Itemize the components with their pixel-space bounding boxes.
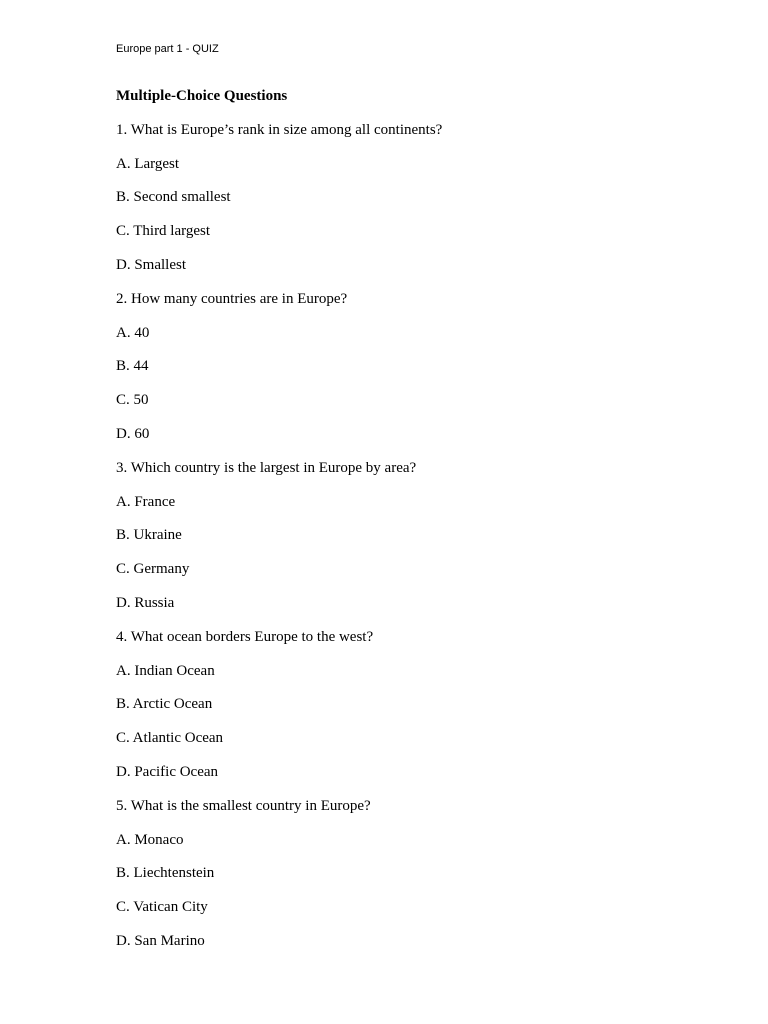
question-1-option-c: C. Third largest [116,223,211,240]
question-3-option-d: D. Russia [116,594,175,611]
question-2-option-b: B. 44 [116,358,149,375]
quiz-content [116,86,442,965]
section-title: Multiple-Choice Questions [116,88,288,104]
question-5-option-a: A. Monaco [116,831,184,848]
question-1: 1. What is Europe’s rank in size among all continents? [116,121,443,138]
question-1-option-a: A. Largest [116,155,180,172]
question-4-option-d: D. Pacific Ocean [116,763,219,780]
question-5-option-c: C. Vatican City [116,899,208,916]
question-4: 4. What ocean borders Europe to the west? [116,628,374,645]
question-3: 3. Which country is the largest in Europe by area? [116,459,417,476]
question-1-option-d: D. Smallest [116,256,186,273]
question-2-option-a: A. 40 [116,324,150,341]
question-2-option-d: D. 60 [116,425,150,442]
question-5-option-d: D. San Marino [116,932,205,949]
question-4-option-b: B. Arctic Ocean [116,696,213,713]
question-2: 2. How many countries are in Europe? [116,290,348,307]
question-4-option-a: A. Indian Ocean [116,662,215,679]
question-1-option-b: B. Second smallest [116,189,231,206]
page-header: Europe part 1 - QUIZ [116,43,219,55]
question-3-option-b: B. Ukraine [116,527,182,544]
question-5: 5. What is the smallest country in Europe? [116,797,371,814]
question-2-option-c: C. 50 [116,392,149,409]
question-3-option-c: C. Germany [116,561,190,578]
question-5-option-b: B. Liechtenstein [116,865,215,882]
question-4-option-c: C. Atlantic Ocean [116,730,224,747]
question-3-option-a: A. France [116,493,176,510]
